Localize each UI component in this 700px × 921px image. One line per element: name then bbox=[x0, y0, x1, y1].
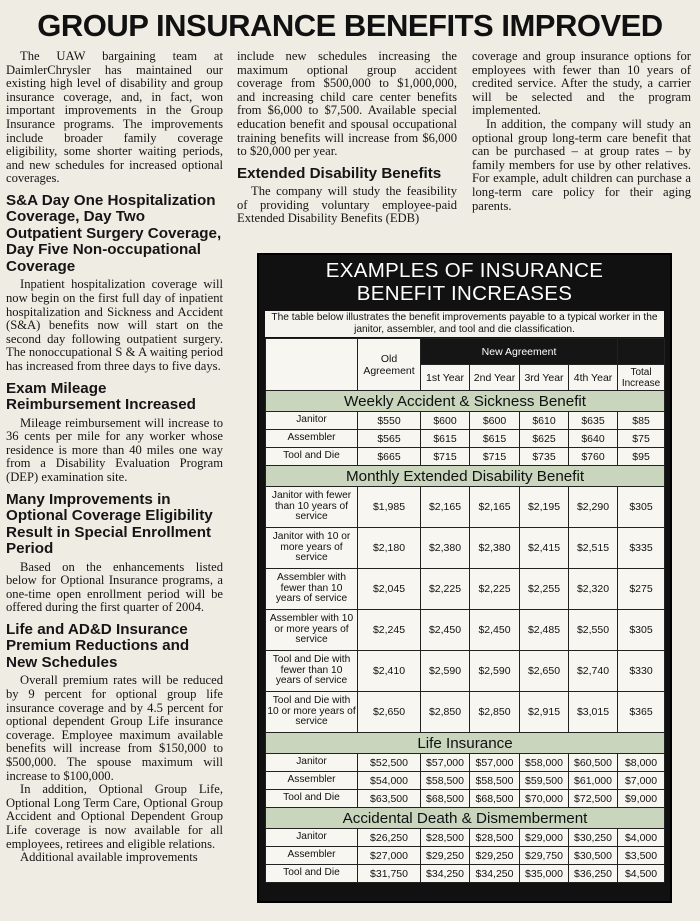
table-cell: $2,290 bbox=[569, 487, 618, 528]
table-cell: $715 bbox=[470, 448, 520, 466]
table-cell: $2,165 bbox=[421, 487, 470, 528]
enrollment-paragraph: Based on the enhancements listed below for Optional Insurance programs, a one-time open enrollment period will be offered during the first quarter of 2004. bbox=[6, 559, 223, 615]
table-cell: $1,985 bbox=[358, 487, 421, 528]
table-cell: $72,500 bbox=[569, 790, 618, 808]
table-cell: $610 bbox=[520, 412, 569, 430]
table-row bbox=[266, 569, 665, 610]
life-add-paragraph: Overall premium rates will be reduced by 9 percent for optional group life insurance coverage and by 4.5 percent for optional dependent Group Life insurance coverage. Employee maximum available benefits will increase from $150,000 to $500,000. The spouse maximum will increase to $100,000. bbox=[6, 673, 223, 783]
section-title-row: Accidental Death & Dismemberment bbox=[266, 808, 665, 829]
table-title-line-2: BENEFIT INCREASES bbox=[356, 282, 573, 305]
table-cell: $2,850 bbox=[470, 692, 520, 733]
table-cell: $330 bbox=[618, 651, 665, 692]
table-cell: $615 bbox=[470, 430, 520, 448]
table-cell: $275 bbox=[618, 569, 665, 610]
table-cell: $2,225 bbox=[470, 569, 520, 610]
edb-continued-paragraph: coverage and group insurance options for employees with fewer than 10 years of credited service. After the study, a carrier will be selected and the program implemented. bbox=[472, 49, 691, 118]
table-cell: $565 bbox=[358, 430, 421, 448]
row-label: Tool and Die bbox=[266, 790, 358, 808]
article-column-3 bbox=[472, 50, 691, 213]
long-term-care-paragraph: In addition, the company will study an optional group long-term care benefit that can be purchased – at group rates – by family members for use by other relatives. For example, adult children can purchase a long-term care policy for their aging parents. bbox=[472, 116, 691, 213]
section-heading-edb: Extended Disability Benefits bbox=[237, 164, 442, 182]
table-cell: $59,500 bbox=[520, 772, 569, 790]
exam-mileage-paragraph: Mileage reimbursement will increase to 36 cents per mile for any worker whose residence is more than 40 miles one way from a Disability Evaluation Program (DEP) examination site. bbox=[6, 415, 223, 484]
table-cell: $27,000 bbox=[358, 847, 421, 865]
table-row bbox=[266, 847, 665, 865]
table-cell: $2,245 bbox=[358, 610, 421, 651]
table-intro: The table below illustrates the benefit improvements payable to a typical worker in the janitor, assembler, and tool and die classification. bbox=[265, 311, 664, 337]
edb-paragraph: The company will study the feasibility of providing voluntary employee-paid Extended Disability Benefits (EDB) bbox=[237, 184, 457, 226]
table-cell: $61,000 bbox=[569, 772, 618, 790]
header-4th-year: 4th Year bbox=[569, 365, 618, 391]
table-title bbox=[259, 259, 670, 305]
table-cell: $2,850 bbox=[421, 692, 470, 733]
table-cell: $57,000 bbox=[421, 754, 470, 772]
row-label: Assembler bbox=[266, 847, 358, 865]
article-column-2 bbox=[237, 50, 457, 226]
table-cell: $760 bbox=[569, 448, 618, 466]
insurance-increase-table-box bbox=[257, 253, 672, 903]
new-schedules-paragraph: include new schedules increasing the maximum optional group accident coverage from $500,000 to $1,000,000, and increasing child care center benefits from $6,000 to $7,500. Available special education benefit and spousal occupational training benefits will increase from $6,000 to $20,000 per year. bbox=[237, 49, 457, 159]
table-cell: $335 bbox=[618, 528, 665, 569]
table-cell: $2,485 bbox=[520, 610, 569, 651]
table-cell: $68,500 bbox=[421, 790, 470, 808]
table-cell: $95 bbox=[618, 448, 665, 466]
row-label: Assembler bbox=[266, 430, 358, 448]
header-1st-year: 1st Year bbox=[421, 365, 470, 391]
section-heading-sa-coverage: S&A Day One Hospitalization Coverage, Day Two Outpatient Surgery Coverage, Day Five Non-occupational Coverage bbox=[6, 191, 222, 275]
header-old-agreement: Old Agreement bbox=[358, 339, 421, 391]
row-label: Janitor with fewer than 10 years of service bbox=[266, 487, 358, 528]
section-heading-exam-mileage: Exam Mileage Reimbursement Increased bbox=[6, 379, 196, 414]
table-cell: $2,650 bbox=[358, 692, 421, 733]
table-cell: $600 bbox=[421, 412, 470, 430]
table-cell: $635 bbox=[569, 412, 618, 430]
table-cell: $2,740 bbox=[569, 651, 618, 692]
table-cell: $28,500 bbox=[470, 829, 520, 847]
table-cell: $2,650 bbox=[520, 651, 569, 692]
table-row bbox=[266, 412, 665, 430]
table-cell: $2,380 bbox=[470, 528, 520, 569]
table-cell: $2,590 bbox=[421, 651, 470, 692]
table-cell: $31,750 bbox=[358, 865, 421, 883]
table-cell: $60,500 bbox=[569, 754, 618, 772]
table-cell: $36,250 bbox=[569, 865, 618, 883]
table-cell: $615 bbox=[421, 430, 470, 448]
row-label: Tool and Die bbox=[266, 865, 358, 883]
table-cell: $29,000 bbox=[520, 829, 569, 847]
table-cell: $26,250 bbox=[358, 829, 421, 847]
row-label: Assembler with fewer than 10 years of service bbox=[266, 569, 358, 610]
table-cell: $4,500 bbox=[618, 865, 665, 883]
row-label: Assembler bbox=[266, 772, 358, 790]
header-new-agreement: New Agreement bbox=[421, 339, 618, 365]
benefit-increase-table bbox=[265, 338, 665, 883]
table-cell: $52,500 bbox=[358, 754, 421, 772]
table-cell: $2,195 bbox=[520, 487, 569, 528]
row-label: Janitor bbox=[266, 412, 358, 430]
table-cell: $68,500 bbox=[470, 790, 520, 808]
table-row bbox=[266, 790, 665, 808]
table-body bbox=[266, 391, 665, 883]
table-cell: $3,015 bbox=[569, 692, 618, 733]
table-cell: $2,320 bbox=[569, 569, 618, 610]
table-cell: $640 bbox=[569, 430, 618, 448]
row-label: Tool and Die bbox=[266, 448, 358, 466]
table-cell: $29,250 bbox=[470, 847, 520, 865]
table-cell: $2,180 bbox=[358, 528, 421, 569]
header-dark-corner bbox=[618, 339, 665, 365]
table-cell: $625 bbox=[520, 430, 569, 448]
section-title-row: Weekly Accident & Sickness Benefit bbox=[266, 391, 665, 412]
row-label: Janitor bbox=[266, 754, 358, 772]
table-cell: $2,590 bbox=[470, 651, 520, 692]
table-cell: $57,000 bbox=[470, 754, 520, 772]
table-cell: $28,500 bbox=[421, 829, 470, 847]
table-cell: $34,250 bbox=[421, 865, 470, 883]
optional-coverage-paragraph: In addition, Optional Group Life, Optional Long Term Care, Optional Group Accident and Optional Dependent Group Life coverage is now available for all employees, retirees and eligible relations. bbox=[6, 782, 223, 851]
table-cell: $2,165 bbox=[470, 487, 520, 528]
row-label: Tool and Die with 10 or more years of service bbox=[266, 692, 358, 733]
table-cell: $715 bbox=[421, 448, 470, 466]
table-cell: $550 bbox=[358, 412, 421, 430]
table-cell: $70,000 bbox=[520, 790, 569, 808]
table-row bbox=[266, 754, 665, 772]
table-cell: $2,550 bbox=[569, 610, 618, 651]
table-cell: $735 bbox=[520, 448, 569, 466]
sa-coverage-paragraph: Inpatient hospitalization coverage will now begin on the first full day of inpatient hospitalization and Sickness and Accident (S&A) benefits now will start on the second day following outpatient surgery. The nonoccupational S & A waiting period has increased from three days to five days. bbox=[6, 277, 223, 373]
section-heading-enrollment: Many Improvements in Optional Coverage Eligibility Result in Special Enrollment Period bbox=[6, 490, 213, 558]
table-row bbox=[266, 528, 665, 569]
article-column-1 bbox=[6, 50, 223, 865]
header-2nd-year: 2nd Year bbox=[470, 365, 520, 391]
table-cell: $665 bbox=[358, 448, 421, 466]
header-total-increase: Total Increase bbox=[618, 365, 665, 391]
table-row bbox=[266, 487, 665, 528]
table-row bbox=[266, 448, 665, 466]
header-3rd-year: 3rd Year bbox=[520, 365, 569, 391]
table-cell: $58,000 bbox=[520, 754, 569, 772]
table-cell: $2,415 bbox=[520, 528, 569, 569]
table-cell: $30,250 bbox=[569, 829, 618, 847]
row-label: Tool and Die with fewer than 10 years of service bbox=[266, 651, 358, 692]
table-cell: $8,000 bbox=[618, 754, 665, 772]
table-cell: $2,410 bbox=[358, 651, 421, 692]
page-headline: GROUP INSURANCE BENEFITS IMPROVED bbox=[37, 8, 663, 43]
section-heading-life-add: Life and AD&D Insurance Premium Reductions and New Schedules bbox=[6, 620, 190, 671]
table-cell: $63,500 bbox=[358, 790, 421, 808]
table-cell: $85 bbox=[618, 412, 665, 430]
table-title-line-1: EXAMPLES OF INSURANCE bbox=[325, 259, 604, 282]
table-cell: $600 bbox=[470, 412, 520, 430]
row-label: Janitor bbox=[266, 829, 358, 847]
table-cell: $3,500 bbox=[618, 847, 665, 865]
header-blank-cell bbox=[266, 339, 358, 391]
table-cell: $34,250 bbox=[470, 865, 520, 883]
table-cell: $2,045 bbox=[358, 569, 421, 610]
table-cell: $2,225 bbox=[421, 569, 470, 610]
table-cell: $54,000 bbox=[358, 772, 421, 790]
table-cell: $29,250 bbox=[421, 847, 470, 865]
table-cell: $305 bbox=[618, 487, 665, 528]
table-row bbox=[266, 430, 665, 448]
table-cell: $35,000 bbox=[520, 865, 569, 883]
table-row bbox=[266, 610, 665, 651]
section-title-row: Life Insurance bbox=[266, 733, 665, 754]
row-label: Assembler with 10 or more years of service bbox=[266, 610, 358, 651]
table-row bbox=[266, 772, 665, 790]
table-cell: $29,750 bbox=[520, 847, 569, 865]
table-cell: $365 bbox=[618, 692, 665, 733]
table-cell: $2,450 bbox=[421, 610, 470, 651]
table-cell: $75 bbox=[618, 430, 665, 448]
table-row bbox=[266, 651, 665, 692]
table-cell: $9,000 bbox=[618, 790, 665, 808]
row-label: Janitor with 10 or more years of service bbox=[266, 528, 358, 569]
table-cell: $2,380 bbox=[421, 528, 470, 569]
table-cell: $30,500 bbox=[569, 847, 618, 865]
table-cell: $2,515 bbox=[569, 528, 618, 569]
table-cell: $2,915 bbox=[520, 692, 569, 733]
table-cell: $2,255 bbox=[520, 569, 569, 610]
additional-improvements-paragraph: Additional available improvements bbox=[20, 850, 198, 865]
table-cell: $2,450 bbox=[470, 610, 520, 651]
table-cell: $4,000 bbox=[618, 829, 665, 847]
table-row bbox=[266, 865, 665, 883]
table-row bbox=[266, 692, 665, 733]
table-cell: $305 bbox=[618, 610, 665, 651]
section-title-row: Monthly Extended Disability Benefit bbox=[266, 466, 665, 487]
intro-paragraph: The UAW bargaining team at DaimlerChrysler has maintained our existing high level of disability and group insurance coverage, and, in fact, won important improvements in the Group Insurance programs. The improvements include broader family coverage eligibility, some shorter waiting periods, and new schedules for increased optional coverages. bbox=[6, 49, 223, 186]
table-cell: $58,500 bbox=[421, 772, 470, 790]
table-cell: $7,000 bbox=[618, 772, 665, 790]
table-cell: $58,500 bbox=[470, 772, 520, 790]
table-row bbox=[266, 829, 665, 847]
